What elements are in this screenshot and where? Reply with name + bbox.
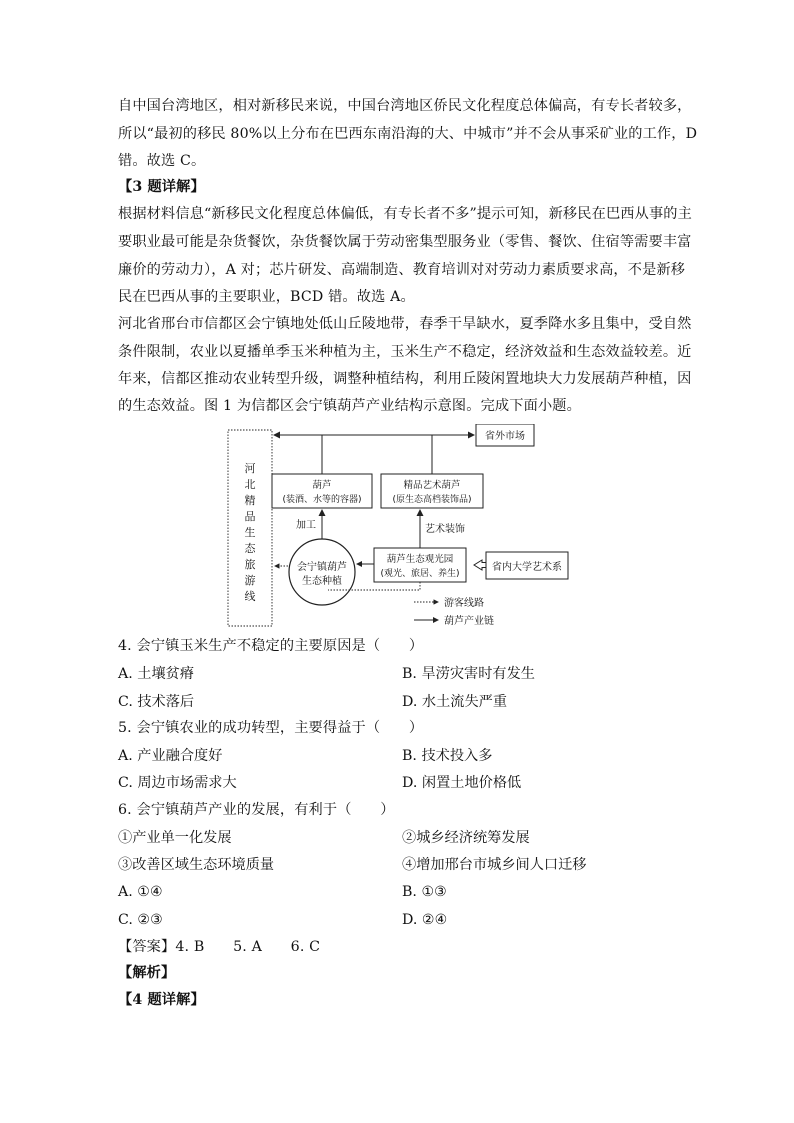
park-title: 葫芦生态观光园 bbox=[386, 554, 454, 565]
tour-line-char-2: 北 bbox=[244, 478, 256, 491]
q4-option-a: A. 土壤贫瘠 bbox=[118, 666, 195, 682]
park-desc: (观光、旅居、养生) bbox=[380, 569, 460, 579]
process-label: 加工 bbox=[296, 520, 316, 531]
line-p2-1: 根据材料信息“新移民文化程度总体偏低，有专长者不多”提示可知，新移民在巴西从事的主 bbox=[118, 206, 692, 222]
art-gourd-desc: (原生态高档装饰品) bbox=[392, 495, 472, 505]
line-p1-2: 所以“最初的移民 80%以上分布在巴西东南沿海的大、中城市”并不会从事采矿业的工作，D bbox=[118, 126, 698, 142]
gourd-industry-diagram bbox=[224, 424, 574, 634]
q5-option-d: D. 闲置土地价格低 bbox=[402, 775, 522, 791]
tour-line-char-7: 旅 bbox=[244, 558, 256, 571]
line-p2-2: 要职业最可能是杂货餐饮，杂货餐饮属于劳动密集型服务业（零售、餐饮、住宿等需要丰富 bbox=[118, 234, 692, 250]
question-4: 4. 会宁镇玉米生产不稳定的主要原因是（ ） bbox=[118, 638, 424, 654]
tour-line-char-4: 品 bbox=[244, 510, 256, 523]
section-header-3: 【3 题详解】 bbox=[118, 179, 205, 195]
q5-option-c: C. 周边市场需求大 bbox=[118, 775, 237, 791]
q4-option-d: D. 水土流失严重 bbox=[402, 694, 508, 710]
tour-line-char-9: 线 bbox=[244, 590, 256, 603]
tour-line-char-6: 态 bbox=[244, 542, 256, 555]
university-label: 省内大学艺术系 bbox=[492, 562, 562, 573]
tour-line-char-3: 精 bbox=[244, 494, 256, 507]
legend-tour-label: 游客线路 bbox=[444, 598, 484, 609]
art-gourd-title: 精品艺术葫芦 bbox=[403, 480, 461, 491]
line-p3-3: 年来，信都区推动农业转型升级，调整种植结构，利用丘陵闲置地块大力发展葫芦种植，因 bbox=[118, 371, 692, 387]
decorate-label: 艺术装饰 bbox=[425, 524, 465, 535]
q6-option-b: B. ①③ bbox=[402, 884, 447, 900]
q6-statement-1: ①产业单一化发展 bbox=[118, 830, 232, 846]
line-p1-1: 自中国台湾地区，相对新移民来说，中国台湾地区侨民文化程度总体偏高，有专长者较多， bbox=[118, 98, 692, 114]
planting-title: 会宁镇葫芦 bbox=[297, 562, 347, 573]
line-p3-2: 条件限制，农业以夏播单季玉米种植为主，玉米生产不稳定，经济效益和生态效益较差。近 bbox=[118, 344, 692, 360]
q5-option-a: A. 产业融合度好 bbox=[118, 748, 223, 764]
tour-line-char-1: 河 bbox=[244, 462, 256, 475]
q6-option-d: D. ②④ bbox=[402, 912, 448, 928]
q6-option-c: C. ②③ bbox=[118, 912, 163, 928]
line-p2-4: 民在巴西从事的主要职业，BCD 错。故选 A。 bbox=[118, 289, 415, 305]
planting-desc: 生态种植 bbox=[302, 576, 342, 587]
market-label: 省外市场 bbox=[485, 431, 525, 442]
question-5: 5. 会宁镇农业的成功转型，主要得益于（ ） bbox=[118, 720, 424, 736]
q5-option-b: B. 技术投入多 bbox=[402, 748, 493, 764]
line-p3-4: 的生态效益。图 1 为信都区会宁镇葫芦产业结构示意图。完成下面小题。 bbox=[118, 398, 581, 414]
line-p2-3: 廉价的劳动力），A 对；芯片研发、高端制造、教育培训对对劳动力素质要求高，不是新移 bbox=[118, 262, 686, 278]
section-header-4: 【4 题详解】 bbox=[118, 992, 205, 1008]
q6-statement-2: ②城乡经济统筹发展 bbox=[402, 830, 530, 846]
gourd-desc: (装酒、水等的容器) bbox=[282, 495, 362, 505]
line-p1-3: 错。故选 C。 bbox=[118, 153, 206, 169]
q6-statement-4: ④增加邢台市城乡间人口迁移 bbox=[402, 857, 587, 873]
analysis-header: 【解析】 bbox=[118, 965, 176, 981]
q6-statement-3: ③改善区域生态环境质量 bbox=[118, 857, 275, 873]
q4-option-b: B. 旱涝灾害时有发生 bbox=[402, 666, 535, 682]
question-6: 6. 会宁镇葫芦产业的发展，有利于（ ） bbox=[118, 802, 395, 818]
legend-chain-label: 葫芦产业链 bbox=[444, 616, 494, 627]
gourd-title: 葫芦 bbox=[312, 480, 332, 491]
tour-line-char-8: 游 bbox=[244, 574, 256, 587]
q4-option-c: C. 技术落后 bbox=[118, 694, 195, 710]
line-p3-1: 河北省邢台市信都区会宁镇地处低山丘陵地带，春季干旱缺水，夏季降水多且集中，受自然 bbox=[118, 316, 692, 332]
answer-line: 【答案】4. B 5. A 6. C bbox=[118, 939, 321, 955]
tour-line-char-5: 生 bbox=[244, 526, 256, 539]
q6-option-a: A. ①④ bbox=[118, 884, 163, 900]
